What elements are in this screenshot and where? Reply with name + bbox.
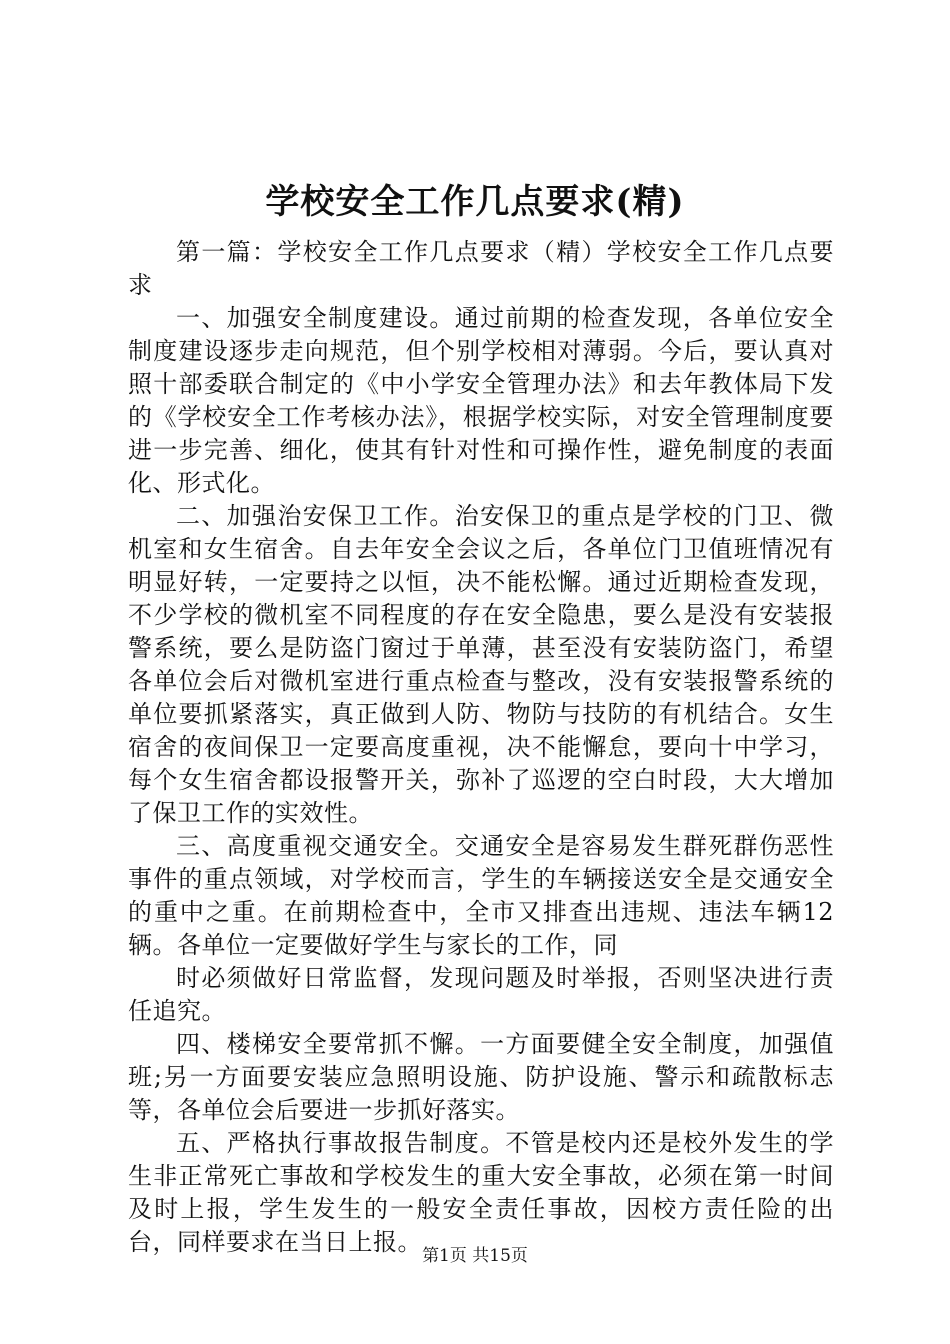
paragraph-intro: 第一篇：学校安全工作几点要求（精）学校安全工作几点要求 [128,238,834,299]
paragraph-section-5: 五、严格执行事故报告制度。不管是校内还是校外发生的学生非正常死亡事故和学校发生的重大安全事故，必须在第一时间及时上报，学生发生的一般安全责任事故，因校方责任险的出台，同样要求在当日上报。 [128,1129,834,1256]
paragraph-section-3-continued: 时必须做好日常监督，发现问题及时举报，否则坚决进行责任追究。 [128,964,834,1025]
paragraph-section-2: 二、加强治安保卫工作。治安保卫的重点是学校的门卫、微机室和女生宿舍。自去年安全会议之后，各单位门卫值班情况有明显好转，一定要持之以恒，决不能松懈。通过近期检查发现，不少学校的微机室不同程度的存在安全隐患，要么是没有安装报警系统，要么是防盗门窗过于单薄，甚至没有安装防盗门，希望各单位会后对微机室进行重点检查与整改，没有安装报警系统的单位要抓紧落实，真正做到人防、物防与技防的有机结合。女生宿舍的夜间保卫一定要高度重视，决不能懈怠，要向十中学习，每个女生宿舍都设报警开关，弥补了巡逻的空白时段，大大增加了保卫工作的实效性。 [128,502,834,827]
paragraph-section-3: 三、高度重视交通安全。交通安全是容易发生群死群伤恶性事件的重点领域，对学校而言，学生的车辆接送安全是交通安全的重中之重。在前期检查中，全市又排查出违规、违法车辆12辆。各单位一定要做好学生与家长的工作，同 [128,832,834,959]
paragraph-section-1: 一、加强安全制度建设。通过前期的检查发现，各单位安全制度建设逐步走向规范，但个别学校相对薄弱。今后，要认真对照十部委联合制定的《中小学安全管理办法》和去年教体局下发的《学校安全工作考核办法》，根据学校实际，对安全管理制度要进一步完善、细化，使其有针对性和可操作性，避免制度的表面化、形式化。 [128,304,834,497]
page-footer: 第1页 共15页 [422,1246,528,1266]
document-body [128,236,834,1259]
paragraph-section-4: 四、楼梯安全要常抓不懈。一方面要健全安全制度，加强值班;另一方面要安装应急照明设施、防护设施、警示和疏散标志等，各单位会后要进一步抓好落实。 [128,1030,834,1124]
document-title: 学校安全工作几点要求(精) [265,182,685,222]
